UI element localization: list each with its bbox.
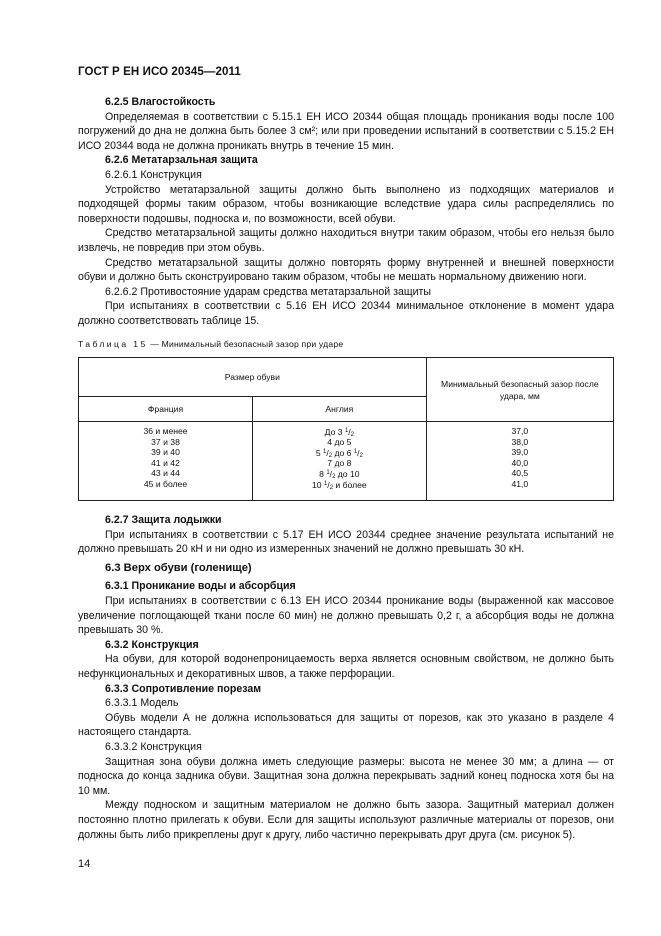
- table-cell: 41 и 42: [151, 457, 180, 468]
- table-cell: 39,0: [511, 447, 529, 458]
- table-cell: 10 $^1/_2$ и более: [312, 480, 367, 492]
- header-clearance: Минимальный безопасный зазор после удара, мм: [426, 358, 613, 422]
- table-cell: 5 $^1/_2$ до 6 $^1/_2$: [315, 448, 363, 460]
- header-england: Англия: [253, 397, 427, 422]
- table-cell: 4 до 5: [327, 436, 352, 447]
- paragraph: При испытаниях в соответствии с 6.13 ЕН ИСО 20344 проникание воды (выраженной как массовое увеличение поглощающей ткани после 60 мин) не должно превышать 0,2 г, а абсорбция воды не должна превышать 30 %.: [78, 595, 614, 637]
- paragraph: Определяемая в соответствии с 5.15.1 ЕН ИСО 20344 общая площадь проникания воды после 100 погружений до дна не должна быть более 3 см²; или при проведении испытаний в соответствии с 5.15.2 ЕН ИСО 20344 вода не должна проникать внутрь в течение 15 мин.: [78, 110, 614, 152]
- paragraph: Средство метатарзальной защиты должно повторять форму внутренней и внешней поверхности обуви и должно быть сконструировано таким образом, чтобы не мешать нормальному движению ноги.: [78, 256, 614, 284]
- france-column: [79, 422, 253, 501]
- england-column: [253, 422, 427, 501]
- section-title: 6.2.5 Влагостойкость: [105, 96, 216, 108]
- section-title: 6.3.3 Сопротивление порезам: [105, 682, 262, 695]
- section-title: 6.3.2 Конструкция: [105, 638, 199, 651]
- subsection-title: 6.2.6.2 Противостояние ударам средства метатарзальной защиты: [105, 285, 431, 298]
- paragraph: При испытаниях в соответствии с 5.16 ЕН ИСО 20344 минимальное отклонение в момент удара должно соответствовать таблице 15.: [78, 300, 614, 327]
- table-caption-text: — Минимальный безопасный зазор при ударе: [147, 338, 344, 349]
- clearance-column: [426, 422, 613, 501]
- table-cell: 37 и 38: [151, 436, 180, 447]
- document-body: [78, 95, 614, 842]
- paragraph: При испытаниях в соответствии с 5.17 ЕН ИСО 20344 среднее значение результата испытаний не должно превышать 20 кН и ни одно из измеренных значений не должно превышать 30 кН.: [78, 528, 614, 556]
- section-title: 6.3 Верх обуви (голенище): [105, 561, 252, 574]
- table-cell: 38,0: [511, 436, 529, 447]
- subsection-title: 6.3.3.1 Модель: [105, 697, 179, 710]
- paragraph: На обуви, для которой водонепроницаемость верха является основным свойством, не должно быть нефункциональных и декоративных швов, а также перфорации.: [78, 653, 614, 681]
- paragraph: Между подноском и защитным материалом не должно быть зазора. Защитный материал должен постоянно плотно прилегать к обуви. Если для защиты используют различные материалы от порезов, они должны быть либо прикреплены друг к другу, либо частично перекрывать друг друга (см. рисунок 5).: [78, 799, 614, 841]
- section-title: 6.2.7 Защита лодыжки: [105, 514, 222, 527]
- paragraph: Средство метатарзальной защиты должно находиться внутри таким образом, чтобы его нельзя было извлечь, не повредив при этом обувь.: [78, 227, 614, 254]
- paragraph: Устройство метатарзальной защиты должно быть выполнено из подходящих материалов и подходящей формы таким образом, чтобы возникающие вследствие удара силы распределялись по поверхности подошвы, подноска и, по возможности, всей обуви.: [78, 183, 614, 225]
- section-title: 6.3.1 Проникание воды и абсорбция: [105, 580, 296, 593]
- table-cell: 43 и 44: [151, 468, 180, 479]
- paragraph: Защитная зона обуви должна иметь следующие размеры: высота не менее 30 мм; а длина — от подноска до конца задника обуви. Защитная зона должна перекрывать задний конец подноска хотя бы на 10 мм.: [78, 755, 614, 797]
- page-number: 14: [78, 858, 91, 870]
- table-cell: До 3 $^1/_2$: [324, 427, 355, 439]
- table-cell: 40,0: [511, 457, 529, 468]
- table-cell: 36 и менее: [143, 426, 188, 437]
- header-shoe-size: Размер обуви: [79, 358, 427, 397]
- section-title: 6.2.6 Метатарзальная защита: [105, 154, 258, 167]
- table-caption: [78, 337, 614, 352]
- table-cell: 40,5: [511, 468, 529, 479]
- paragraph: Обувь модели А не должна использоваться для защиты от порезов, как это указано в разделе 4 настоящего стандарта.: [78, 711, 614, 739]
- table-cell: 7 до 8: [327, 457, 352, 468]
- table-cell: 39 и 40: [151, 447, 180, 458]
- subsection-title: 6.2.6.1 Конструкция: [105, 168, 202, 181]
- table-caption-label: Таблица 15: [78, 338, 148, 349]
- subsection-title: 6.3.3.2 Конструкция: [105, 741, 202, 753]
- table-cell: 37,0: [511, 426, 529, 437]
- standard-header: ГОСТ Р ЕН ИСО 20345—2011: [78, 66, 241, 78]
- table-cell: 45 и более: [143, 479, 188, 490]
- clearance-table: [78, 357, 614, 501]
- header-france: Франция: [79, 397, 253, 422]
- table-cell: 8 $^1/_2$ до 10: [319, 469, 360, 481]
- table-cell: 41,0: [511, 479, 529, 490]
